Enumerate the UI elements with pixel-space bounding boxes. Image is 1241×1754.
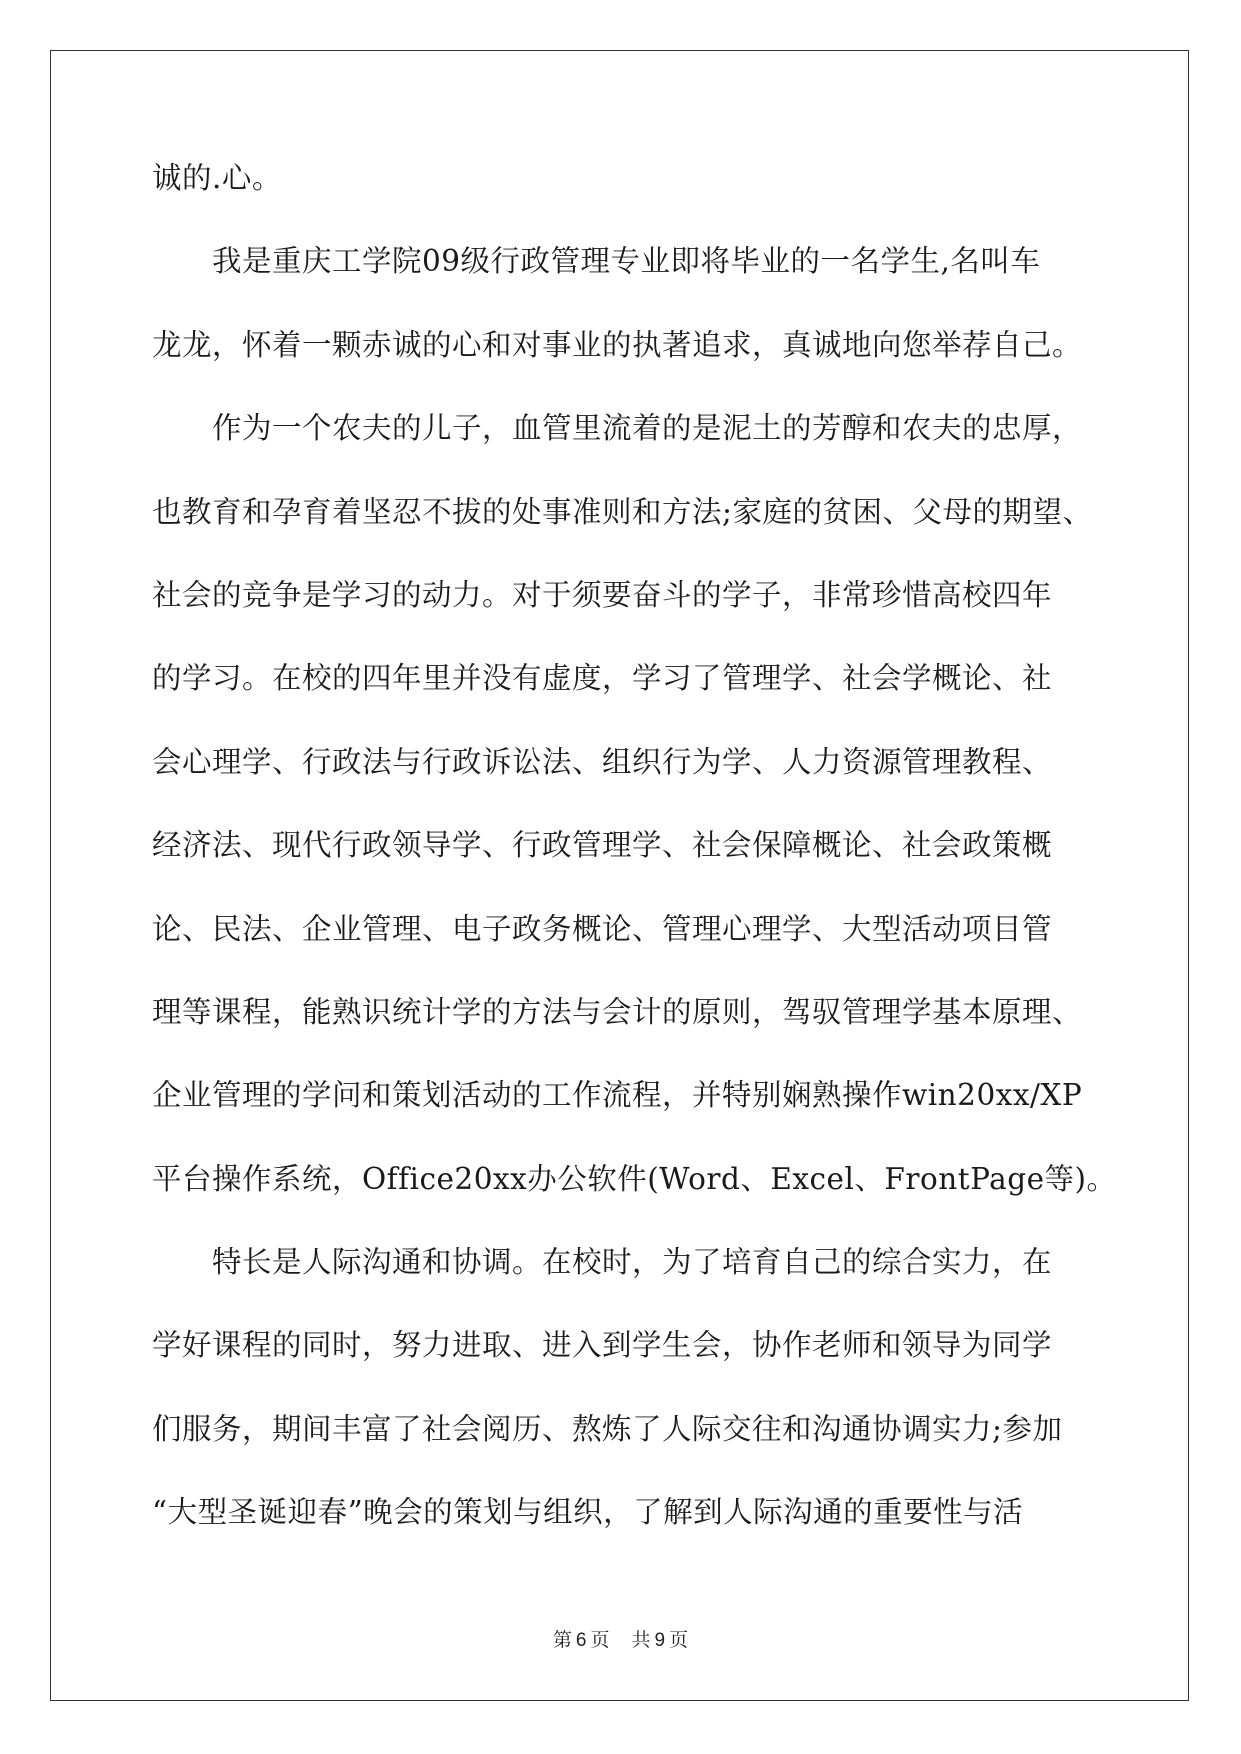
text-line: 经济法、现代行政领导学、行政管理学、社会保障概论、社会政策概: [152, 828, 1053, 863]
text-line: 诚的.心。: [152, 161, 282, 195]
text-line: 龙龙，怀着一颗赤诚的心和对事业的执著追求，真诚地向您举荐自己。: [152, 327, 1083, 362]
page-suffix: 页: [590, 1629, 610, 1651]
text-line: 我是重庆工学院09级行政管理专业即将毕业的一名学生,名叫车: [152, 244, 1041, 279]
text-line: 会心理学、行政法与行政诉讼法、组织行为学、人力资源管理教程、: [152, 744, 1053, 779]
text-line: 也教育和孕育着坚忍不拔的处事准则和方法;家庭的贫困、父母的期望、: [152, 494, 1093, 529]
page-total: 9: [654, 1630, 666, 1651]
total-prefix: 共: [631, 1629, 651, 1651]
text-line: 们服务，期间丰富了社会阅历、熬炼了人际交往和沟通协调实力;参加: [152, 1411, 1063, 1446]
page-current: 6: [575, 1630, 587, 1651]
text-line: 的学习。在校的四年里并没有虚度，学习了管理学、社会学概论、社: [152, 661, 1053, 696]
total-suffix: 页: [669, 1629, 689, 1651]
page-footer: [0, 1625, 1241, 1652]
text-line: 社会的竞争是学习的动力。对于须要奋斗的学子，非常珍惜高校四年: [152, 577, 1053, 612]
text-line: 学好课程的同时，努力进取、进入到学生会，协作老师和领导为同学: [152, 1328, 1053, 1363]
text-line: 平台操作系统，Office20xx办公软件(Word、Excel、FrontPage等)。: [152, 1161, 1117, 1196]
text-line: “大型圣诞迎春”晚会的策划与组织，了解到人际沟通的重要性与活: [152, 1495, 1024, 1530]
text-line: 理等课程，能熟识统计学的方法与会计的原则，驾驭管理学基本原理、: [152, 994, 1083, 1029]
document-body: [152, 161, 1117, 1581]
text-line: 论、民法、企业管理、电子政务概论、管理心理学、大型活动项目管: [152, 911, 1053, 946]
page-prefix: 第: [552, 1629, 572, 1651]
text-line: 企业管理的学问和策划活动的工作流程，并特别娴熟操作win20xx/XP: [152, 1078, 1083, 1113]
text-line: 特长是人际沟通和协调。在校时，为了培育自己的综合实力，在: [152, 1245, 1053, 1280]
text-line: 作为一个农夫的儿子，血管里流着的是泥土的芳醇和农夫的忠厚，: [152, 411, 1083, 446]
